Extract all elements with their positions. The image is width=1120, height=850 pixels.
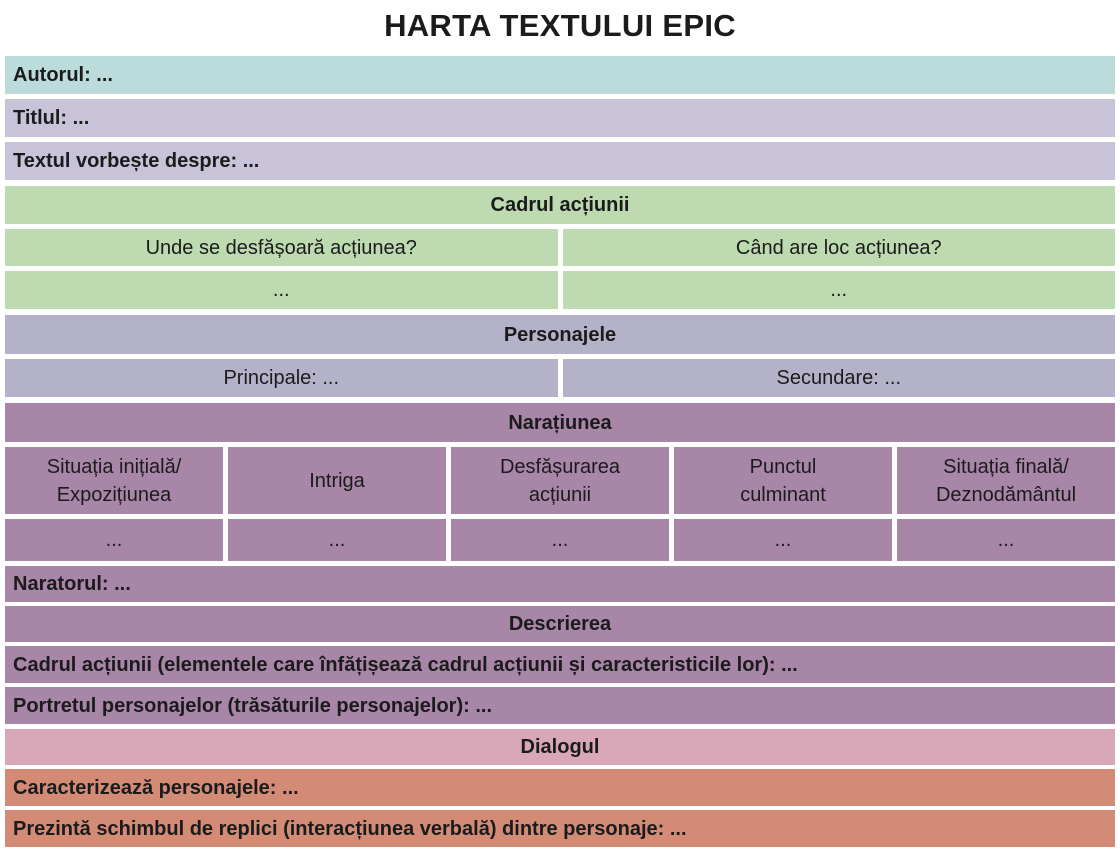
row-autor bbox=[5, 56, 1115, 94]
dialogue-header: Dialogul bbox=[5, 729, 1115, 765]
row-cadru-header bbox=[5, 186, 1115, 224]
page-title: HARTA TEXTULUI EPIC bbox=[384, 8, 736, 43]
secondary-characters: Secundare: ... bbox=[563, 359, 1116, 397]
row-titlu bbox=[5, 99, 1115, 137]
row-descriere-header bbox=[5, 606, 1115, 642]
row-naratiune-stages bbox=[5, 447, 1115, 514]
narration-header: Narațiunea bbox=[5, 403, 1115, 442]
row-descriere-portret bbox=[5, 687, 1115, 724]
stage-answer: ... bbox=[5, 519, 223, 561]
stage-line2: Expozițiunea bbox=[56, 483, 172, 506]
stage-exposition bbox=[5, 447, 223, 514]
stage-line2: acțiunii bbox=[528, 483, 592, 506]
stage-line2: Deznodământul bbox=[935, 483, 1077, 506]
where-answer: ... bbox=[5, 271, 558, 309]
stage-development bbox=[451, 447, 669, 514]
description-setting: Cadrul acțiunii (elementele care înfățișează cadrul acțiunii și caracteristicile lor): ... bbox=[5, 646, 1115, 683]
row-naratiune-answers bbox=[5, 519, 1115, 561]
row-cadru-answers bbox=[5, 271, 1115, 309]
stage-line1: Punctul bbox=[749, 455, 817, 478]
dialogue-presents: Prezintă schimbul de replici (interacțiunea verbală) dintre personaje: ... bbox=[5, 810, 1115, 847]
author-field: Autorul: ... bbox=[5, 56, 1115, 94]
stage-climax bbox=[674, 447, 892, 514]
main-characters: Principale: ... bbox=[5, 359, 558, 397]
row-personaje bbox=[5, 359, 1115, 397]
stage-line1: Desfășurarea bbox=[499, 455, 621, 478]
stage-rising bbox=[228, 447, 446, 514]
stage-answer: ... bbox=[897, 519, 1115, 561]
stage-line1: Situația finală/ bbox=[943, 455, 1069, 478]
where-question: Unde se desfășoară acțiunea? bbox=[5, 229, 558, 266]
characters-header: Personajele bbox=[5, 315, 1115, 354]
dialogue-characterizes: Caracterizează personajele: ... bbox=[5, 769, 1115, 806]
stage-answer: ... bbox=[451, 519, 669, 561]
row-cadru-questions bbox=[5, 229, 1115, 266]
row-dialog-caracterizeaza bbox=[5, 769, 1115, 806]
stage-resolution bbox=[897, 447, 1115, 514]
setting-header: Cadrul acțiunii bbox=[5, 186, 1115, 224]
stage-line1: Situația inițială/ bbox=[46, 455, 182, 478]
narrator-field: Naratorul: ... bbox=[5, 566, 1115, 602]
description-portrait: Portretul personajelor (trăsăturile personajelor): ... bbox=[5, 687, 1115, 724]
when-question: Când are loc acțiunea? bbox=[563, 229, 1116, 266]
stage-line2: culminant bbox=[740, 483, 826, 506]
row-descriere-cadru bbox=[5, 646, 1115, 683]
when-answer: ... bbox=[563, 271, 1116, 309]
row-personaje-header bbox=[5, 315, 1115, 354]
row-naratiune-header bbox=[5, 403, 1115, 442]
row-despre bbox=[5, 142, 1115, 180]
title-field: Titlul: ... bbox=[5, 99, 1115, 137]
row-dialog-prezinta bbox=[5, 810, 1115, 847]
topic-field: Textul vorbește despre: ... bbox=[5, 142, 1115, 180]
row-narator bbox=[5, 566, 1115, 602]
stage-line1: Intriga bbox=[309, 469, 365, 492]
stage-answer: ... bbox=[228, 519, 446, 561]
description-header: Descrierea bbox=[5, 606, 1115, 642]
stage-answer: ... bbox=[674, 519, 892, 561]
row-dialog-header bbox=[5, 729, 1115, 765]
